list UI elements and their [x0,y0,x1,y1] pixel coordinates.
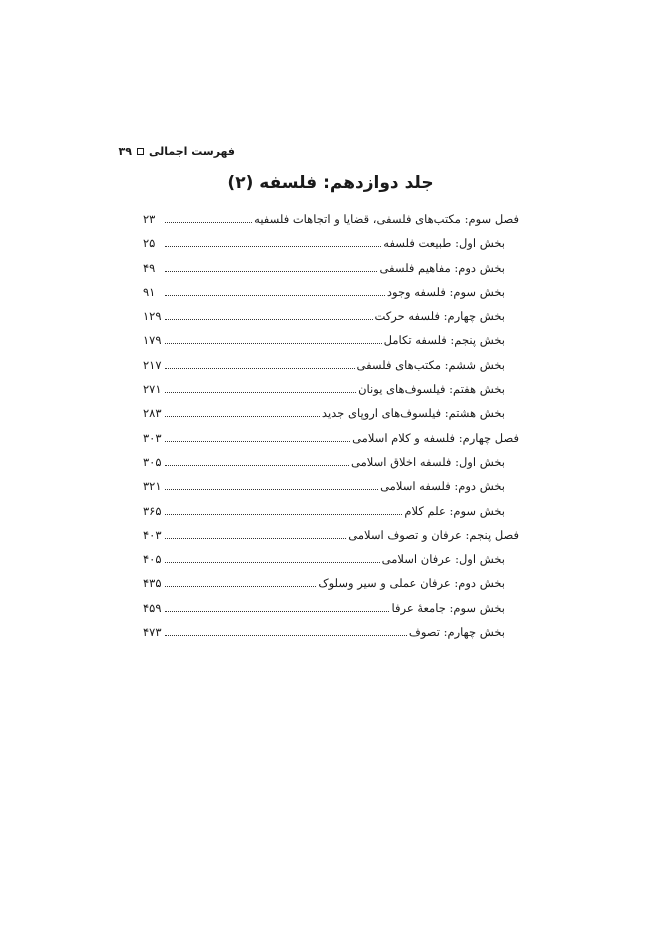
toc-section-row[interactable] [143,304,519,328]
toc-entry-page: ۴۰۵ [143,552,162,567]
dot-leader [165,318,373,320]
toc-entry-page: ۱۷۹ [143,333,162,348]
toc-entry-label: بخش سوم: جامعهٔ عرفا [391,600,505,615]
dot-leader [165,488,378,490]
dot-leader [165,245,381,247]
toc-entry-page: ۳۲۱ [143,479,162,494]
dot-leader [165,294,385,296]
toc-entry-label: بخش پنجم: فلسفه تکامل [383,333,505,348]
toc-entry-page: ۲۸۳ [143,406,162,421]
toc-chapter-row[interactable] [143,523,519,547]
dot-leader [165,391,356,393]
toc-entry-label: بخش اول: طبیعت فلسفه [383,236,505,251]
dot-leader [165,634,407,636]
dot-leader [165,415,320,417]
table-of-contents [143,207,519,644]
dot-leader [165,513,402,515]
header-page-number: ۳۹ [118,145,132,158]
toc-entry-page: ۳۰۵ [143,454,162,469]
toc-entry-label: بخش چهارم: فلسفه حرکت [374,309,505,324]
toc-entry-label: بخش چهارم: تصوف [408,625,505,640]
toc-entry-page: ۴۰۳ [143,527,162,542]
toc-entry-label: بخش دوم: مفاهیم فلسفی [379,260,505,275]
dot-leader [165,464,349,466]
toc-section-row[interactable] [143,401,519,425]
toc-entry-page: ۲۷۱ [143,382,162,397]
toc-entry-page: ۱۲۹ [143,309,162,324]
dot-leader [165,537,346,539]
toc-chapter-row[interactable] [143,426,519,450]
toc-section-row[interactable] [143,474,519,498]
toc-entry-label: بخش اول: عرفان اسلامی [381,552,505,567]
toc-entry-label: بخش سوم: علم کلام [404,503,505,518]
toc-entry-label: بخش اول: فلسفه اخلاق اسلامی [351,454,505,469]
dot-leader [165,221,252,223]
toc-section-row[interactable] [143,353,519,377]
toc-entry-label: بخش هشتم: فیلسوف‌های اروپای جدید [321,406,505,421]
toc-entry-label: فصل پنجم: عرفان و تصوف اسلامی [348,527,519,542]
dot-leader [165,270,377,272]
dot-leader [165,342,382,344]
dot-leader [165,585,316,587]
header-text: فهرست اجمالی [148,145,235,158]
dot-leader [165,561,380,563]
dot-leader [165,440,350,442]
toc-entry-page: ۹۱ [143,284,156,299]
toc-entry-page: ۳۶۵ [143,503,162,518]
toc-section-row[interactable] [143,499,519,523]
toc-section-row[interactable] [143,571,519,595]
toc-entry-label: فصل چهارم: فلسفه و کلام اسلامی [352,430,519,445]
toc-entry-page: ۴۷۳ [143,625,162,640]
dot-leader [165,367,355,369]
dot-leader [165,610,389,612]
toc-entry-page: ۲۱۷ [143,357,162,372]
toc-section-row[interactable] [143,280,519,304]
toc-section-row[interactable] [143,377,519,401]
toc-entry-label: بخش ششم: مکتب‌های فلسفی [356,357,505,372]
toc-entry-page: ۴۹ [143,260,156,275]
toc-section-row[interactable] [143,596,519,620]
toc-entry-page: ۲۵ [143,236,156,251]
toc-section-row[interactable] [143,620,519,644]
running-header [119,145,236,158]
toc-entry-label: بخش دوم: عرفان عملی و سیر وسلوک [318,576,505,591]
toc-section-row[interactable] [143,256,519,280]
toc-entry-label: بخش دوم: فلسفه اسلامی [380,479,505,494]
toc-entry-page: ۴۳۵ [143,576,162,591]
toc-entry-label: فصل سوم: مکتب‌های فلسفی، قضایا و اتجاهات فلسفیه [254,212,519,226]
square-bullet-icon [137,148,144,155]
toc-section-row[interactable] [143,547,519,571]
toc-entry-page: ۲۳ [143,212,156,226]
toc-section-row[interactable] [143,450,519,474]
toc-entry-page: ۴۵۹ [143,600,162,615]
volume-title: جلد دوازدهم: فلسفه (۲) [227,173,434,193]
toc-entry-label: بخش سوم: فلسفه وجود [386,284,505,299]
toc-entry-label: بخش هفتم: فیلسوف‌های یونان [358,382,505,397]
toc-section-row[interactable] [143,328,519,352]
toc-section-row[interactable] [143,231,519,255]
toc-entry-page: ۳۰۳ [143,430,162,445]
toc-chapter-row[interactable] [143,207,519,231]
